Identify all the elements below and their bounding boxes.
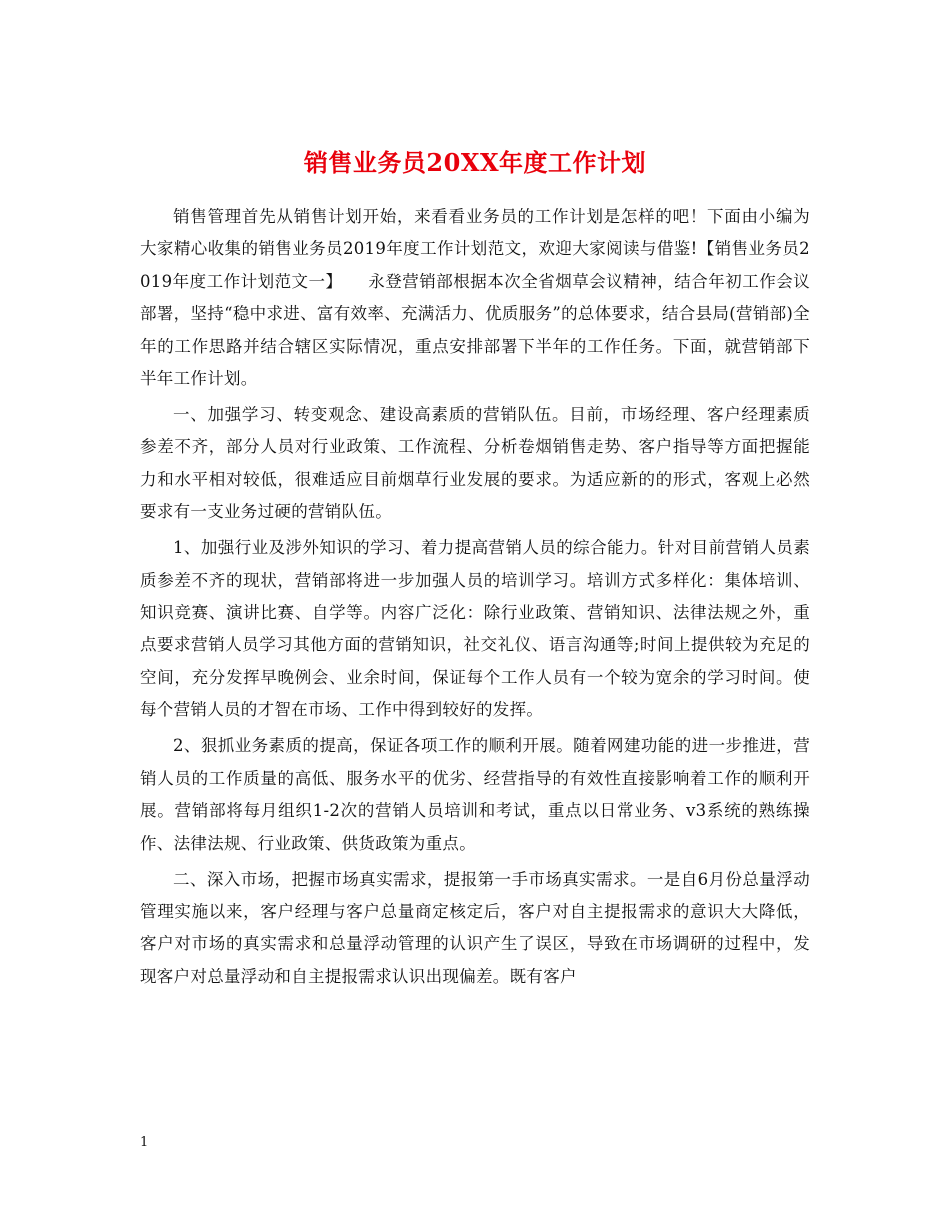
- page-number: 1: [140, 1135, 149, 1150]
- paragraph-section-one: 一、加强学习、转变观念、建设高素质的营销队伍。目前，市场经理、客户经理素质参差不齐，部分人员对行业政策、工作流程、分析卷烟销售走势、客户指导等方面把握能力和水平相对较低，很难适应目前烟草行业发展的要求。为适应新的的形式，客观上必然要求有一支业务过硬的营销队伍。: [140, 405, 810, 522]
- paragraph-item-one: 1、加强行业及涉外知识的学习、着力提高营销人员的综合能力。针对目前营销人员素质参差不齐的现状，营销部将进一步加强人员的培训学习。培训方式多样化：集体培训、知识竞赛、演讲比赛、自学等。内容广泛化：除行业政策、营销知识、法律法规之外，重点要求营销人员学习其他方面的营销知识，社交礼仪、语言沟通等;时间上提供较为充足的空间，充分发挥早晚例会、业余时间，保证每个工作人员有一个较为宽余的学习时间。使每个营销人员的才智在市场、工作中得到较好的发挥。: [140, 538, 810, 720]
- paragraph-section-two: 二、深入市场，把握市场真实需求，提报第一手市场真实需求。一是自6月份总量浮动管理实施以来，客户经理与客户总量商定核定后，客户对自主提报需求的意识大大降低，客户对市场的真实需求和总量浮动管理的认识产生了误区，导致在市场调研的过程中，发现客户对总量浮动和自主提报需求认识出现偏差。既有客户: [140, 869, 810, 986]
- document-body: [140, 201, 810, 997]
- paragraph-intro: 销售管理首先从销售计划开始，来看看业务员的工作计划是怎样的吧！下面由小编为大家精心收集的销售业务员2019年度工作计划范文，欢迎大家阅读与借鉴!【销售业务员2019年度工作计划范文一】 永登营销部根据本次全省烟草会议精神，结合年初工作会议部署，坚持“稳中求进、富有效率、充满活力、优质服务”的总体要求，结合县局(营销部)全年的工作思路并结合辖区实际情况，重点安排部署下半年的工作任务。下面，就营销部下半年工作计划。: [140, 207, 810, 389]
- paragraph-item-two: 2、狠抓业务素质的提高，保证各项工作的顺利开展。随着网建功能的进一步推进，营销人员的工作质量的高低、服务水平的优劣、经营指导的有效性直接影响着工作的顺利开展。营销部将每月组织1-2次的营销人员培训和考试，重点以日常业务、v3系统的熟练操作、法律法规、行业政策、供货政策为重点。: [140, 736, 810, 853]
- document-title: 销售业务员20XX年度工作计划: [303, 148, 647, 178]
